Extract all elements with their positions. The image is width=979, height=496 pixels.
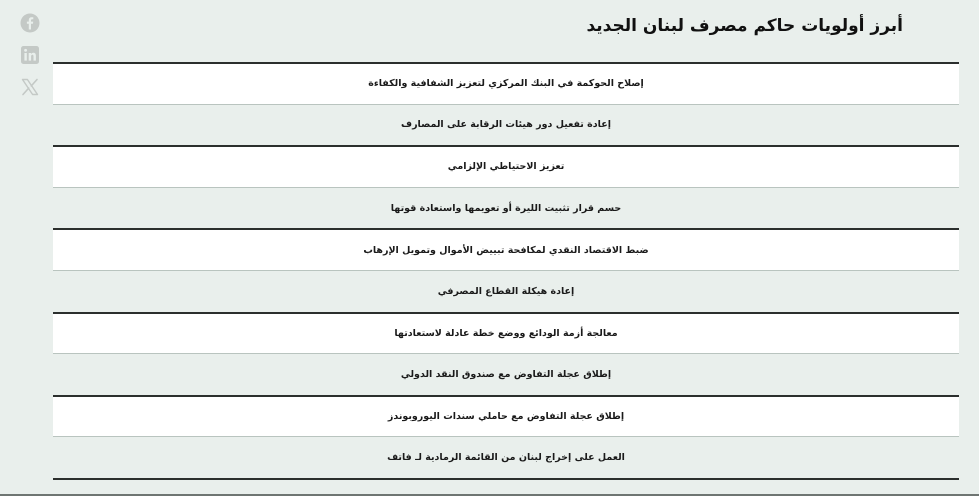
priority-text: إعادة تفعيل دور هيئات الرقابة على المصارف [401, 119, 611, 131]
page-title: أبرز أولويات حاكم مصرف لبنان الجديد [586, 16, 903, 36]
priority-text: العمل على إخراج لبنان من القائمة الرمادية لـ فاتف [387, 452, 625, 464]
table-row [53, 436, 959, 478]
x-share-button[interactable] [20, 77, 40, 97]
priority-text: إطلاق عجلة التفاوض مع صندوق النقد الدولي [400, 368, 612, 380]
priority-text: إطلاق عجلة التفاوض مع حاملي سندات اليوروبوندز [387, 411, 625, 423]
table-row [53, 270, 959, 312]
table-row [53, 353, 959, 395]
table-row [53, 228, 959, 270]
priority-text: إصلاح الحوكمة في البنك المركزي لتعزيز الشفافية والكفاءة [368, 78, 644, 90]
priority-text: ضبط الاقتصاد النقدي لمكافحة تبييض الأموال وتمويل الإرهاب [363, 244, 649, 256]
table-row [53, 104, 959, 146]
priority-text: معالجة أزمة الودائع ووضع خطة عادلة لاستعادتها [394, 327, 618, 339]
facebook-icon [20, 13, 40, 33]
facebook-share-button[interactable] [20, 13, 40, 33]
table-row [53, 145, 959, 187]
social-share-bar [20, 13, 42, 109]
table-row [53, 312, 959, 354]
table-row [53, 187, 959, 229]
priorities-table [53, 62, 959, 480]
linkedin-icon [20, 45, 40, 65]
table-row [53, 395, 959, 437]
priority-text: حسم قرار تثبيت الليرة أو تعويمها واستعادة قوتها [390, 202, 622, 214]
linkedin-share-button[interactable] [20, 45, 40, 65]
table-row [53, 62, 959, 104]
x-icon [20, 77, 40, 97]
priority-text: تعزيز الاحتياطي الإلزامي [447, 161, 565, 173]
priority-text: إعادة هيكلة القطاع المصرفي [437, 285, 575, 297]
